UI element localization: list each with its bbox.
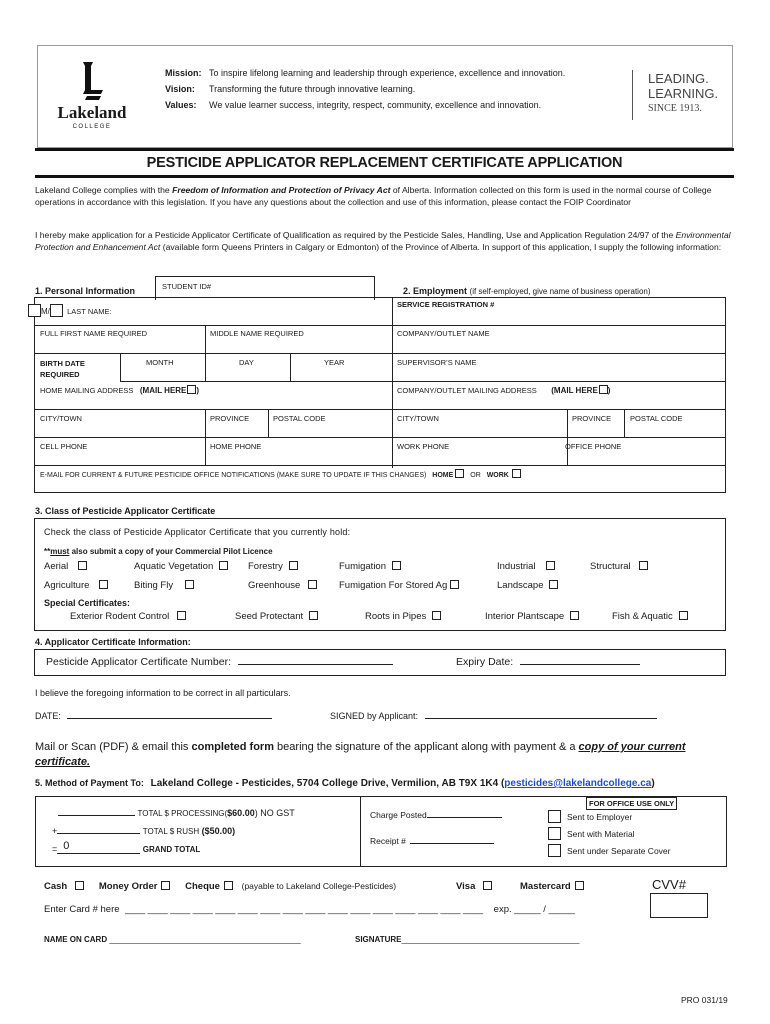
pesticides-email-link[interactable]: pesticides@lakelandcollege.ca — [504, 778, 652, 789]
card-expiry: exp. _____ / _____ — [493, 904, 576, 915]
payable-note: (payable to Lakeland College-Pesticides) — [241, 881, 397, 891]
seed-protectant-checkbox[interactable] — [309, 611, 318, 620]
form-code: PRO 031/19 — [681, 995, 728, 1005]
seed-protectant-option[interactable]: Seed Protectant — [235, 611, 318, 622]
email-label: E-MAIL FOR CURRENT & FUTURE PESTICIDE OFFICE NOTIFICATIONS (MAKE SURE TO UPDATE IF THIS CHANGES) — [40, 472, 427, 479]
name-row: M/ LAST NAME: — [28, 304, 112, 317]
expiry-date-field[interactable]: Expiry Date: — [456, 656, 640, 668]
vision-text: Transforming the future through innovative learning. — [209, 84, 416, 94]
agriculture-checkbox[interactable] — [99, 580, 108, 589]
month-label: MONTH — [146, 358, 174, 367]
mail-here-company: (MAIL HERE — [551, 386, 598, 395]
page-title: PESTICIDE APPLICATOR REPLACEMENT CERTIFICATE APPLICATION — [146, 155, 623, 171]
values-label: Values: — [165, 100, 197, 110]
section1-heading: 1. Personal Information — [35, 286, 136, 296]
cvv-field[interactable] — [650, 893, 708, 918]
forestry-option[interactable]: Forestry — [248, 561, 298, 572]
fumigation-option[interactable]: Fumigation — [339, 561, 401, 572]
cvv-label: CVV# — [652, 877, 686, 892]
mastercard-option[interactable]: Mastercard — [520, 881, 584, 892]
foip-act: Freedom of Information and Protection of Privacy Act — [172, 185, 391, 195]
fumigation-stored-checkbox[interactable] — [450, 580, 459, 589]
landscape-checkbox[interactable] — [549, 580, 558, 589]
grand-total-value: 0 — [63, 840, 70, 852]
aquatic-option[interactable]: Aquatic Vegetation — [134, 561, 228, 572]
last-name-label: LAST NAME: — [67, 307, 112, 316]
roots-in-pipes-option[interactable]: Roots in Pipes — [365, 611, 441, 622]
tagline — [648, 71, 718, 116]
name-on-card-row[interactable]: NAME ON CARD ___________________________________________ — [44, 935, 301, 944]
fish-aquatic-checkbox[interactable] — [679, 611, 688, 620]
tagline-divider — [632, 70, 633, 120]
title-bar — [35, 148, 734, 178]
certificate-number-field[interactable]: Pesticide Applicator Certificate Number: — [46, 656, 393, 668]
biting-fly-option[interactable]: Biting Fly — [134, 580, 194, 591]
mission-block — [165, 67, 605, 112]
home-address-row: HOME MAILING ADDRESS (MAIL HERE ) — [40, 386, 200, 395]
receipt-field: Receipt # — [370, 836, 494, 846]
email-row[interactable]: E-MAIL FOR CURRENT & FUTURE PESTICIDE OFFICE NOTIFICATIONS (MAKE SURE TO UPDATE IF THIS CHANGES) HOME OR WORK — [40, 469, 521, 479]
pilot-licence-note: **must also submit a copy of your Commercial Pilot Licence — [44, 547, 273, 556]
biting-fly-checkbox[interactable] — [185, 580, 194, 589]
greenhouse-option[interactable]: Greenhouse — [248, 580, 317, 591]
middle-name-label: MIDDLE NAME REQUIRED — [210, 329, 304, 338]
copy-certificate-note: copy of your current certificate. — [35, 741, 686, 768]
structural-option[interactable]: Structural — [590, 561, 648, 572]
personal-employment-box — [34, 297, 726, 493]
prefix-checkbox[interactable] — [28, 304, 41, 317]
roots-in-pipes-checkbox[interactable] — [432, 611, 441, 620]
declaration-text: I believe the foregoing information to be correct in all particulars. — [35, 688, 291, 698]
mission-text: To inspire lifelong learning and leadership through experience, excellence and innovation. — [209, 68, 566, 78]
landscape-option[interactable]: Landscape — [497, 580, 558, 591]
supervisor-label: SUPERVISOR’S NAME — [397, 358, 477, 367]
rush-fee-row: + TOTAL $ RUSH ($50.00) — [52, 826, 236, 836]
sent-employer-option: Sent to Employer — [548, 810, 632, 823]
service-registration-label: SERVICE REGISTRATION # — [397, 300, 495, 309]
email-home-checkbox[interactable] — [455, 469, 464, 478]
fumigation-stored-option[interactable]: Fumigation For Stored Ag — [339, 580, 459, 591]
home-phone-label: HOME PHONE — [210, 442, 262, 451]
section4-heading: 4. Applicator Certificate Information: — [35, 637, 191, 647]
email-work-checkbox[interactable] — [512, 469, 521, 478]
city-label: CITY/TOWN — [40, 414, 82, 423]
company-address-row: COMPANY/OUTLET MAILING ADDRESS (MAIL HERE ) — [397, 386, 611, 395]
industrial-option[interactable]: Industrial — [497, 561, 555, 572]
cash-checkbox[interactable] — [75, 881, 84, 890]
cell-phone-label: CELL PHONE — [40, 442, 88, 451]
sent-employer-checkbox — [548, 810, 561, 823]
sent-separate-checkbox — [548, 844, 561, 857]
tagline-learning: LEARNING. — [648, 86, 719, 101]
sent-material-checkbox — [548, 827, 561, 840]
work-phone-label: WORK PHONE — [397, 442, 450, 451]
foip-paragraph: Lakeland College complies with the Freedom of Information and Protection of Privacy Act of Alberta. Information collected on this form is used in the normal course of College operations in accordance with this legislation. If you have any questions about the collection and use of this information, please contact the FOIP Coordinator — [35, 185, 712, 207]
structural-checkbox[interactable] — [639, 561, 648, 570]
application-paragraph: I hereby make application for a Pesticide Applicator Certificate of Qualification as required by the Pesticide Sales, Handling, Use and Application Regulation 24/97 of the Environmental Protection and Enhancement Act (available form Queens Printers in Calgary or Edmonton) of the Province of Alberta. In support of this application, I supply the following information: — [35, 230, 731, 252]
year-label: YEAR — [324, 358, 345, 367]
values-text: We value learner success, integrity, respect, community, excellence and innovation. — [209, 100, 542, 110]
tagline-since: SINCE 1913. — [648, 103, 702, 114]
aerial-option[interactable]: Aerial — [44, 561, 87, 572]
postal-code-label: POSTAL CODE — [273, 414, 326, 423]
visa-checkbox[interactable] — [483, 881, 492, 890]
money-order-label: Money Order — [98, 881, 158, 892]
sent-separate-option: Sent under Separate Cover — [548, 844, 670, 857]
date-field[interactable]: DATE: — [35, 711, 272, 721]
cash-label: Cash — [44, 881, 68, 892]
aquatic-checkbox[interactable] — [219, 561, 228, 570]
student-id-field[interactable]: STUDENT ID# — [155, 276, 375, 300]
check-class-text: Check the class of Pesticide Applicator Certificate that you currently hold: — [44, 527, 351, 537]
office-phone-label: OFFICE PHONE — [565, 442, 622, 451]
mail-instructions: Mail or Scan (PDF) & email this completed form bearing the signature of the applicant along with payment & a copy of your current certificate. — [35, 741, 686, 768]
province-label: PROVINCE — [210, 414, 250, 423]
cheque-label: Cheque — [185, 881, 220, 892]
full-first-name-label: FULL FIRST NAME REQUIRED — [40, 329, 148, 338]
section2-heading: 2. Employment (if self-employed, give name of business operation) — [403, 286, 651, 296]
agriculture-option[interactable]: Agriculture — [44, 580, 108, 591]
grand-total-row: = 0 GRAND TOTAL — [52, 840, 201, 854]
special-certificates-label: Special Certificates: — [44, 598, 131, 608]
employer-city-label: CITY/TOWN — [397, 414, 439, 423]
mission-label: Mission: — [165, 68, 202, 78]
employer-province-label: PROVINCE — [572, 414, 612, 423]
exterior-rodent-checkbox[interactable] — [177, 611, 186, 620]
card-signature-row[interactable]: SIGNATURE________________________________________ — [355, 935, 580, 944]
section5-heading: 5. Method of Payment To: Lakeland College - Pesticides, 5704 College Drive, Vermilion, AB T9X 1K4 (pesticides@lakelandcollege.ca) — [35, 778, 655, 789]
lakeland-logo — [52, 60, 132, 130]
vision-label: Vision: — [165, 84, 195, 94]
employer-postal-label: POSTAL CODE — [630, 414, 683, 423]
visa-option[interactable]: Visa — [456, 881, 492, 892]
logo-name: Lakeland — [57, 103, 127, 122]
applicant-signature-field[interactable]: SIGNED by Applicant: — [330, 711, 657, 721]
cheque-checkbox[interactable] — [224, 881, 233, 890]
sent-material-option: Sent with Material — [548, 827, 635, 840]
birth-date-label: BIRTH DATE REQUIRED — [40, 359, 85, 379]
greenhouse-checkbox[interactable] — [308, 580, 317, 589]
mastercard-checkbox[interactable] — [575, 881, 584, 890]
interior-plantscape-option[interactable]: Interior Plantscape — [485, 611, 579, 622]
payment-methods-row — [44, 881, 396, 892]
day-label: DAY — [239, 358, 254, 367]
fumigation-checkbox[interactable] — [392, 561, 401, 570]
processing-fee-row: TOTAL $ PROCESSING($60.00) NO GST — [58, 808, 295, 818]
epea-act: Environmental Protection and Enhancement Act — [35, 230, 731, 252]
exterior-rodent-option[interactable]: Exterior Rodent Control — [70, 611, 186, 622]
tagline-leading: LEADING. — [648, 71, 709, 86]
section3-heading: 3. Class of Pesticide Applicator Certificate — [35, 506, 216, 516]
aerial-checkbox[interactable] — [78, 561, 87, 570]
industrial-checkbox[interactable] — [546, 561, 555, 570]
forestry-checkbox[interactable] — [289, 561, 298, 570]
charge-posted-field: Charge Posted — [370, 810, 502, 820]
column-divider — [392, 297, 393, 468]
fish-aquatic-option[interactable]: Fish & Aquatic — [612, 611, 688, 622]
mail-here-company-checkbox[interactable] — [599, 385, 608, 394]
card-number-row[interactable]: Enter Card # here ____ ____ ____ ____ ____ ____ ____ ____ ____ ____ ____ ____ ____ ____ ____ ____ exp. _____ / _____ — [44, 904, 576, 915]
office-use-label: FOR OFFICE USE ONLY — [586, 797, 677, 810]
logo-sub: COLLEGE — [72, 124, 112, 130]
money-order-checkbox[interactable] — [161, 881, 170, 890]
mail-here-home: (MAIL HERE — [139, 386, 187, 395]
lakeland-l-mark-icon — [77, 60, 107, 102]
company-name-label: COMPANY/OUTLET NAME — [397, 329, 490, 338]
card-number-blanks: ____ ____ ____ ____ ____ ____ ____ ____ ____ ____ ____ ____ ____ ____ ____ ____ — [125, 904, 484, 914]
prefix2-checkbox[interactable] — [50, 304, 63, 317]
interior-plantscape-checkbox[interactable] — [570, 611, 579, 620]
